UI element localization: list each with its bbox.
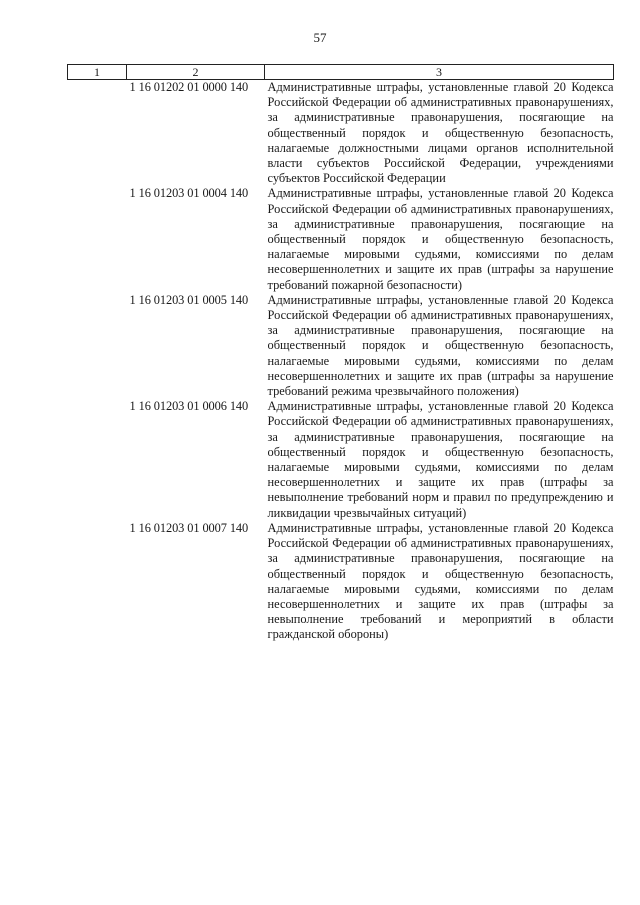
classification-code: 1 16 01203 01 0004 140 <box>129 186 249 201</box>
classification-code: 1 16 01202 01 0000 140 <box>129 80 249 94</box>
row-col1 <box>68 521 127 643</box>
classification-description: Административные штрафы, установленные главой 20 Кодекса Российской Федерации об административных правонарушениях, за административные правонарушения, посягающие на общественный порядок и общественную безопасность, налагаемые должностными лицами органов исполнительной власти субъектов Российской Федерации, учреждениями субъектов Российской Федерации <box>267 80 614 186</box>
table-row <box>68 80 614 187</box>
classification-description: Административные штрафы, установленные главой 20 Кодекса Российской Федерации об административных правонарушениях, за административные правонарушения, посягающие на общественный порядок и общественную безопасность, налагаемые мировыми судьями, комиссиями по делам несовершеннолетних и защите их прав (штрафы за нарушение требований пожарной безопасности) <box>267 186 614 292</box>
table-row <box>68 186 614 292</box>
classification-description: Административные штрафы, установленные главой 20 Кодекса Российской Федерации об административных правонарушениях, за административные правонарушения, посягающие на общественный порядок и общественную безопасность, налагаемые мировыми судьями, комиссиями по делам несовершеннолетних и защите их прав (штрафы за невыполнение требований норм и правил по предупреждению и ликвидации чрезвычайных ситуаций) <box>267 399 614 520</box>
row-col1 <box>68 399 127 521</box>
table-row <box>68 293 614 399</box>
page-number: 57 <box>313 30 327 45</box>
classification-code: 1 16 01203 01 0007 140 <box>129 520 249 535</box>
classification-description: Административные штрафы, установленные главой 20 Кодекса Российской Федерации об административных правонарушениях, за административные правонарушения, посягающие на общественный порядок и общественную безопасность, налагаемые мировыми судьями, комиссиями по делам несовершеннолетних и защите их прав (штрафы за невыполнение требований и мероприятий в области гражданской обороны) <box>267 520 614 642</box>
row-col1 <box>68 80 127 187</box>
row-col1 <box>68 293 127 399</box>
header-col-2: 2 <box>127 65 265 80</box>
table-row <box>68 521 614 643</box>
budget-classification-table <box>67 64 614 643</box>
header-col-3: 3 <box>265 65 614 80</box>
row-col1 <box>68 186 127 292</box>
table-row <box>68 399 614 521</box>
classification-code: 1 16 01203 01 0006 140 <box>129 399 249 414</box>
classification-description: Административные штрафы, установленные главой 20 Кодекса Российской Федерации об административных правонарушениях, за административные правонарушения, посягающие на общественный порядок и общественную безопасность, налагаемые мировыми судьями, комиссиями по делам несовершеннолетних и защите их прав (штрафы за нарушение требований режима чрезвычайного положения) <box>267 292 614 399</box>
classification-code: 1 16 01203 01 0005 140 <box>129 292 249 307</box>
table-header-row <box>68 65 614 80</box>
header-col-1: 1 <box>68 65 127 80</box>
